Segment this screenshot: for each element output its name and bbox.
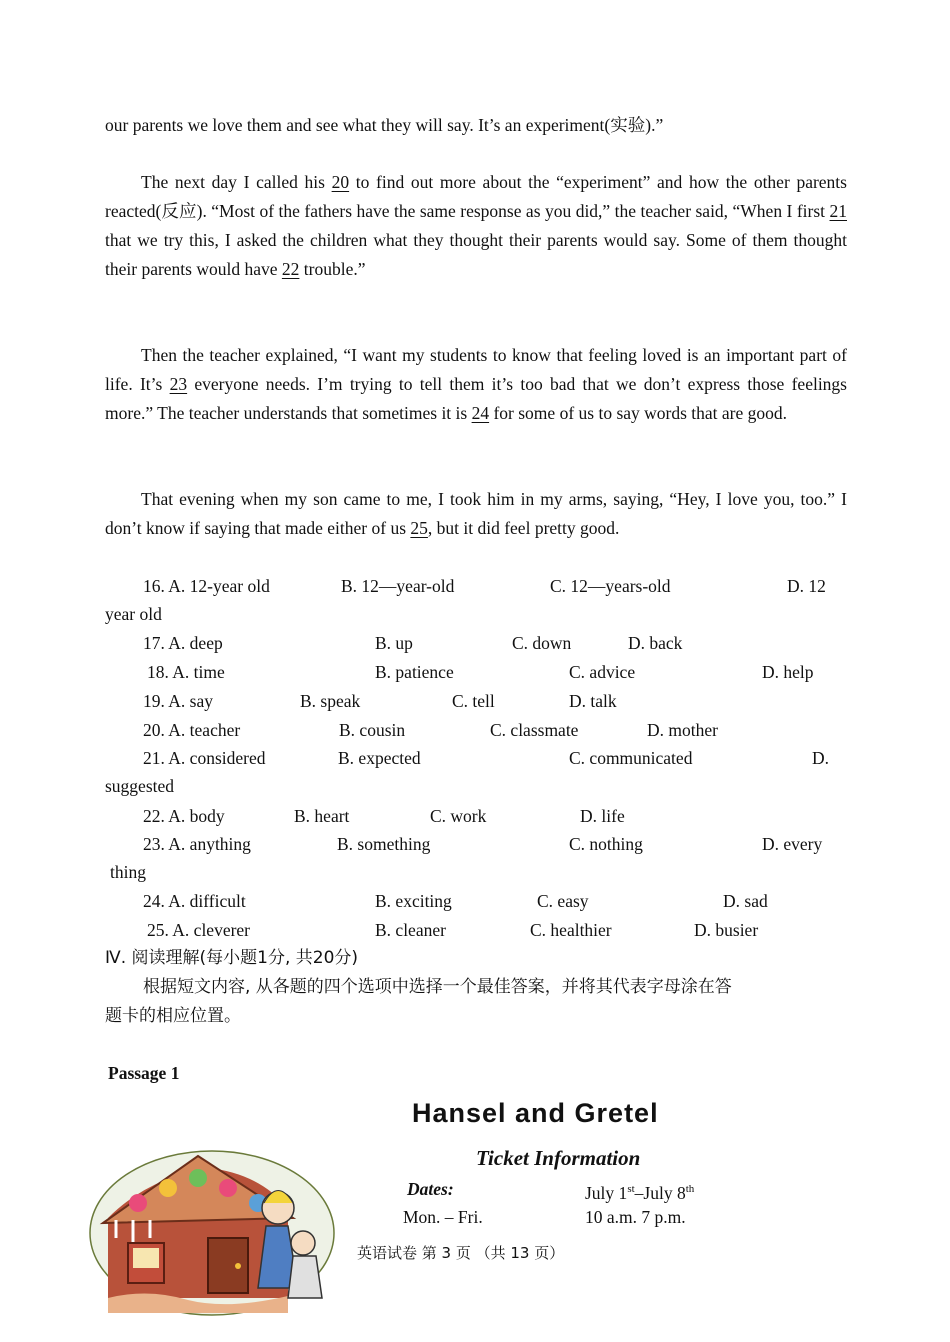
page-footer: 英语试卷 第 3 页 （共 13 页） [357,1244,565,1262]
question-16-continued [0,600,950,629]
question-17 [0,629,950,658]
question-21 [0,744,950,773]
time-value: 10 a.m. 7 p.m. [585,1207,686,1227]
instruction-text: 题卡的相应位置。 [105,1006,241,1026]
option-c: C. work [430,806,487,826]
section-instruction-line-1 [0,973,950,1002]
passage-paragraph-2 [105,341,847,428]
section-heading-text: Ⅳ. 阅读理解(每小题1分, 共20分) [105,948,359,968]
option-d: D. back [628,633,683,653]
passage-label [0,1059,950,1088]
option-c: C. tell [452,691,495,711]
dates-end: –July 8 [634,1182,686,1203]
option-d: D. help [762,662,814,682]
option-b: B. cleaner [375,920,446,940]
question-22 [0,802,950,831]
blank-20: 20 [331,172,350,192]
section-instruction-line-2 [0,1002,950,1031]
option-c: C. nothing [569,834,643,854]
question-18 [0,658,950,687]
instruction-text: 根据短文内容, 从各题的四个选项中选择一个最佳答案，并将其代表字母涂在答 [143,977,732,997]
blank-24: 24 [471,403,490,423]
ticket-subtitle: Ticket Information [476,1146,641,1170]
question-23-continued [0,858,950,887]
question-19 [0,687,950,716]
option-a: 17. A. deep [143,633,223,653]
option-a: 21. A. considered [143,748,266,768]
section-heading [0,944,950,973]
paragraph-text: our parents we love them and see what they will say. It’s an experiment(实验).” [105,115,664,135]
option-d: D. talk [569,691,617,711]
question-25 [0,916,950,945]
paragraph-text: Then the teacher explained, “I want my students to know that feeling loved is an important part of life. It’s [105,345,847,394]
paragraph-text: The next day I called his [141,172,332,192]
option-a: 22. A. body [143,806,225,826]
dates-label: Dates: [407,1179,454,1199]
option-b: B. expected [338,748,421,768]
dates-end-suffix: th [685,1183,695,1195]
paragraph-text: that we try this, I asked the children what they thought their parents would say. Some of them thought their parents would have [105,230,847,279]
option-b: B. 12—year-old [341,576,455,596]
paragraph-text: everyone needs. I’m trying to tell them it’s too bad that we don’t express those feelings more.” The teacher understands that sometimes it is [105,374,847,423]
option-d-continued: suggested [105,776,175,796]
option-b: B. something [337,834,431,854]
blank-25: 25 [410,518,428,538]
paragraph-text: for some of us to say words that are good. [489,403,788,423]
option-d-continued: thing [110,862,146,882]
option-d: D. 12 [787,576,826,596]
blank-23: 23 [169,374,188,394]
option-d: D. [812,748,830,768]
paragraph-text: trouble.” [299,259,366,279]
option-b: B. cousin [339,720,406,740]
dates-start-suffix: st [627,1183,635,1195]
gingerbread-house-illustration [88,1148,336,1318]
question-24 [0,887,950,916]
option-c: C. classmate [490,720,579,740]
option-c: C. advice [569,662,636,682]
option-d: D. mother [647,720,718,740]
option-c: C. healthier [530,920,612,940]
paragraph-text: , but it did feel pretty good. [427,518,620,538]
option-a: 19. A. say [143,691,213,711]
option-d: D. life [580,806,625,826]
option-a: 23. A. anything [143,834,251,854]
question-16 [0,572,950,601]
option-b: B. heart [294,806,350,826]
question-21-continued [0,772,950,801]
option-b: B. patience [375,662,454,682]
passage-paragraph-0 [105,111,847,140]
passage-paragraph-1 [105,168,847,284]
passage-label-text: Passage 1 [108,1063,180,1083]
option-c: C. down [512,633,572,653]
option-d: D. every [762,834,823,854]
option-a: 24. A. difficult [143,891,246,911]
option-b: B. exciting [375,891,452,911]
option-c: C. 12—years-old [550,576,671,596]
option-b: B. up [375,633,413,653]
option-a: 16. A. 12-year old [143,576,270,596]
option-c: C. communicated [569,748,693,768]
dates-start: July 1 [585,1182,628,1203]
question-23 [0,830,950,859]
paragraph-text: That evening when my son came to me, I took him in my arms, saying, “Hey, I love you, too.” I don’t know if saying that made either of us [105,489,847,538]
option-d-continued: year old [105,604,162,624]
days-label: Mon. – Fri. [403,1207,483,1227]
option-a: 20. A. teacher [143,720,241,740]
blank-22: 22 [281,259,300,279]
ticket-title: Hansel and Gretel [412,1098,659,1128]
option-a: 25. A. cleverer [147,920,251,940]
question-20 [0,716,950,745]
option-d: D. sad [723,891,768,911]
passage-paragraph-3 [105,485,847,543]
option-b: B. speak [300,691,361,711]
blank-21: 21 [829,201,847,221]
option-d: D. busier [694,920,759,940]
option-a: 18. A. time [147,662,225,682]
option-c: C. easy [537,891,589,911]
paragraph-text: to find out more about the “experiment” and how the other parents reacted(反应). “Most of the fathers have the same response as you did,” the teacher said, “When I first [105,172,847,221]
